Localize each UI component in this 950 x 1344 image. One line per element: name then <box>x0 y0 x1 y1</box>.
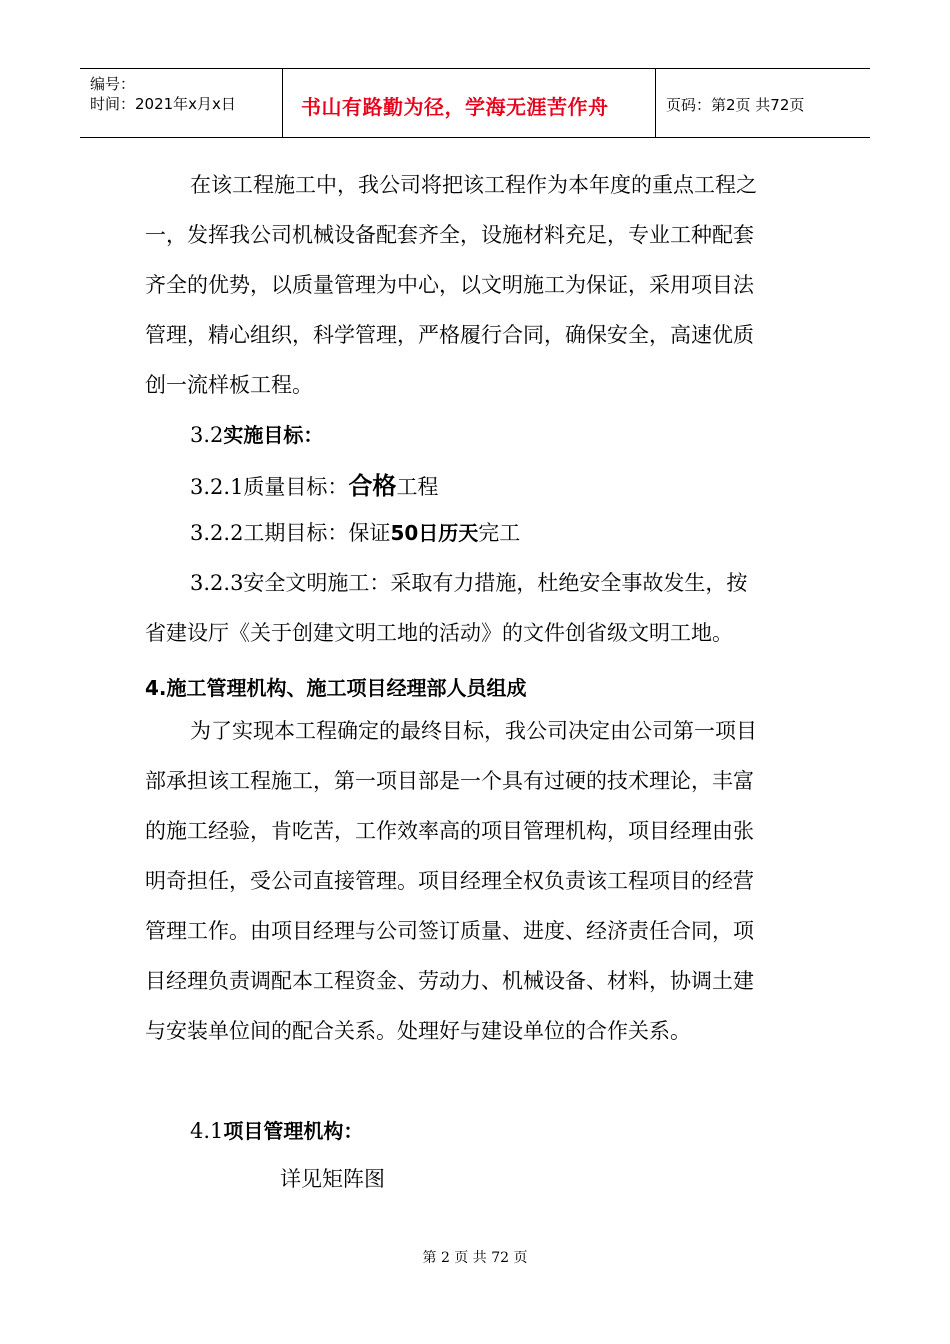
quality-target-label: 3.2.1质量目标： <box>190 475 349 499</box>
body-line: 齐全的优势，以质量管理为中心，以文明施工为保证，采用项目法 <box>145 273 754 297</box>
section-4-heading: 4.施工管理机构、施工项目经理部人员组成 <box>145 676 527 700</box>
header-motto-cell <box>283 69 656 137</box>
body-line: 明奇担任，受公司直接管理。项目经理全权负责该工程项目的经营 <box>145 869 754 893</box>
safety-target-line: 3.2.3安全文明施工：采取有力措施，杜绝安全事故发生，按 <box>190 571 748 595</box>
body-line: 为了实现本工程确定的最终目标，我公司决定由公司第一项目 <box>190 719 757 743</box>
see-matrix-note: 详见矩阵图 <box>280 1167 385 1191</box>
header-meta-cell <box>80 69 283 137</box>
body-line: 创一流样板工程。 <box>145 373 313 397</box>
schedule-target-suffix: 完工 <box>478 521 521 545</box>
section-title: 实施目标： <box>223 423 324 447</box>
quality-target-value: 合格 <box>348 472 397 500</box>
document-code-label: 编号： <box>90 75 136 93</box>
section-number: 3.2 <box>190 423 224 447</box>
section-number: 4.1 <box>190 1119 224 1143</box>
body-line: 目经理负责调配本工程资金、劳动力、机械设备、材料，协调土建 <box>145 969 754 993</box>
body-line: 管理，精心组织，科学管理，严格履行合同，确保安全，高速优质 <box>145 323 754 347</box>
page-footer: 第 2 页 共 72 页 <box>422 1250 528 1266</box>
body-line: 与安装单位间的配合关系。处理好与建设单位的合作关系。 <box>145 1019 691 1043</box>
body-line: 在该工程施工中，我公司将把该工程作为本年度的重点工程之 <box>190 173 757 197</box>
schedule-target-label: 3.2.2工期目标：保证 <box>190 521 391 545</box>
section-3-2-heading <box>190 425 323 446</box>
body-line: 的施工经验，肯吃苦，工作效率高的项目管理机构，项目经理由张 <box>145 819 754 843</box>
body-line: 管理工作。由项目经理与公司签订质量、进度、经济责任合同，项 <box>145 919 754 943</box>
schedule-target-value: 50日历天 <box>390 521 479 545</box>
header-motto: 书山有路勤为径，学海无涯苦作舟 <box>301 95 609 119</box>
schedule-target <box>190 523 520 544</box>
body-line: 部承担该工程施工，第一项目部是一个具有过硬的技术理论，丰富 <box>145 769 754 793</box>
page-header <box>80 68 870 138</box>
safety-target-line: 省建设厅《关于创建文明工地的活动》的文件创省级文明工地。 <box>145 621 733 645</box>
document-date: 时间：2021年x月x日 <box>90 95 236 113</box>
quality-target <box>190 474 438 498</box>
section-title: 项目管理机构： <box>223 1119 364 1143</box>
header-page-info: 页码：第2页 共72页 <box>666 96 805 114</box>
section-4-1-heading <box>190 1121 363 1142</box>
body-line: 一，发挥我公司机械设备配套齐全，设施材料充足，专业工种配套 <box>145 223 754 247</box>
header-page-cell <box>656 69 870 137</box>
quality-target-suffix: 工程 <box>396 475 439 499</box>
